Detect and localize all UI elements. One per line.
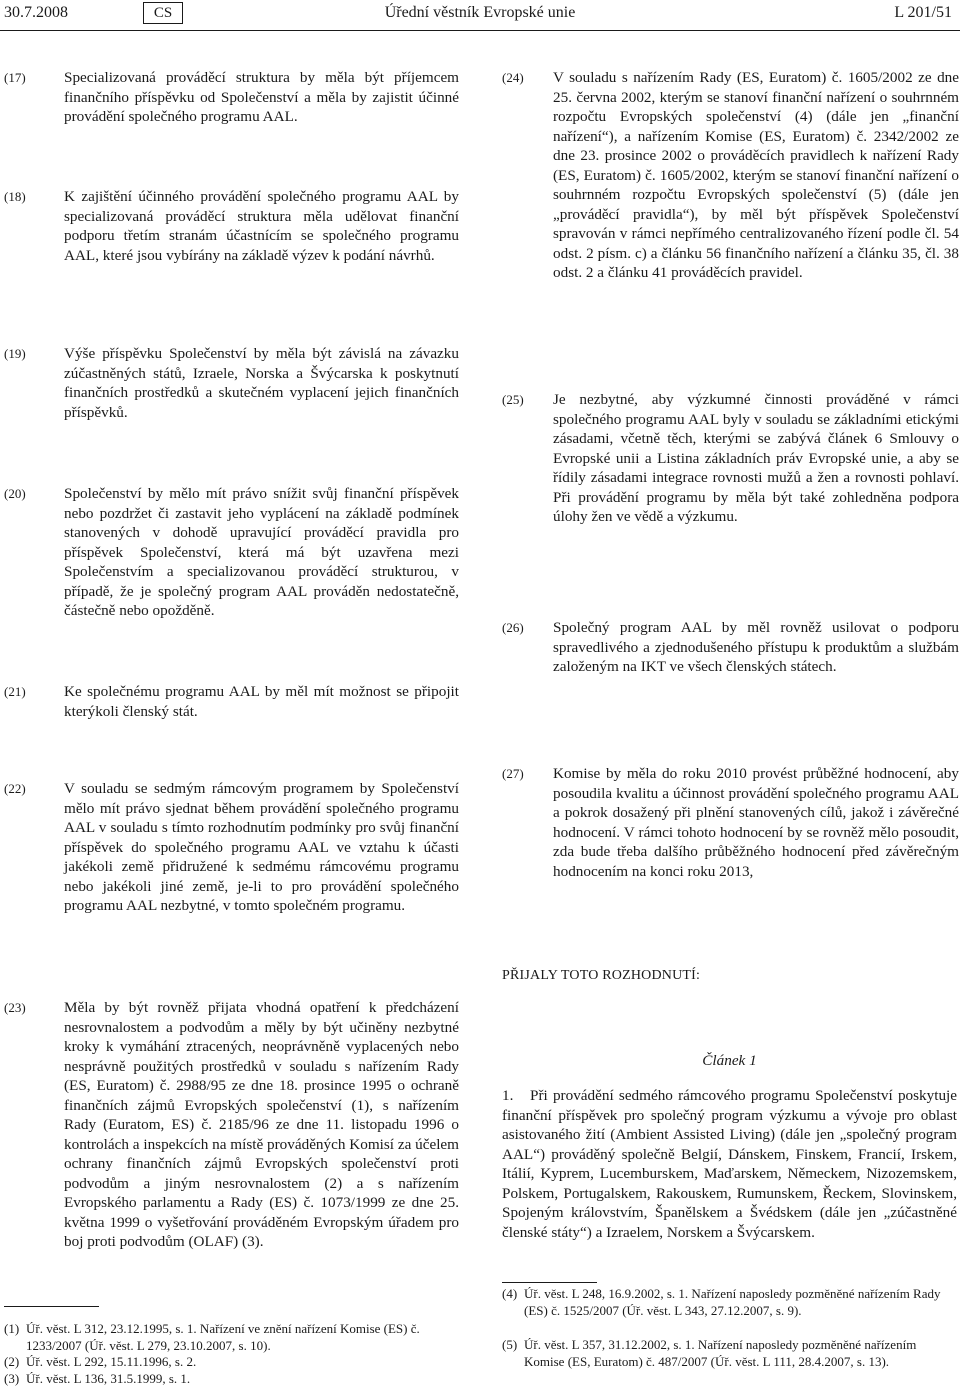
- recital-number: (22): [4, 781, 26, 796]
- recital-text: Komise by měla do roku 2010 provést průběžné hodnocení, aby posoudila kvalitu a účinnost provádění společného programu AAL a pokrok dosažený při plnění stanovených cílů, jakož i závěrečné hodnocení. V rámci tohoto hodnocení by se rovněž mělo posoudit, zda bude třeba dalšího průběžného hodnocení před závěrečným hodnocením na konci roku 2013,: [553, 765, 959, 880]
- recital-27: [502, 764, 959, 881]
- recital-text: V souladu s nařízením Rady (ES, Euratom) č. 1605/2002 ze dne 25. června 2002, kterým se stanoví finanční nařízení o souhrnném rozpočtu Evropských společenství (4) (dále jen „finanční nařízení“), a nařízením Komise (ES, Euratom) č. 2342/2002 ze dne 23. prosince 2002 o prováděcích pravidlech k nařízení Rady (ES, Euratom) č. 1605/2002, kterým se stanoví finanční nařízení o souhrnném rozpočtu Evropských společenství (5) (dále jen „prováděcí pravidla“), by měl být příspěvek Společenství spravován v rámci nepřímého centralizovaného řízení podle čl. 54 odst. 2 písm. c) a článku 56 finančního nařízení a článku 35, čl. 38 odst. 2 a článku 41 prováděcích pravidel.: [553, 69, 959, 281]
- recital-text: Společný program AAL by měl rovněž usilovat o podporu spravedlivého a zjednodušeného přístupu k produktům a službám založeným na IKT ve všech členských státech.: [553, 619, 959, 675]
- recital-number: (18): [4, 189, 26, 204]
- footnote-text: Úř. věst. L 136, 31.5.1999, s. 1.: [26, 1371, 191, 1386]
- footnote-4: [502, 1286, 957, 1319]
- recital-number: (26): [502, 620, 524, 635]
- journal-title: Úřední věstník Evropské unie: [384, 4, 576, 21]
- recital-text: Ke společnému programu AAL by měl mít možnost se připojit kterýkoli členský stát.: [64, 683, 459, 720]
- footnote-rule: [4, 1306, 99, 1307]
- footnote-text: Úř. věst. L 357, 31.12.2002, s. 1. Nařízení naposledy pozměněné nařízením Komise (ES, Euratom) č. 487/2007 (Úř. věst. L 111, 28.4.2007, s. 13).: [524, 1337, 917, 1369]
- adoption-formula: PŘIJALY TOTO ROZHODNUTÍ:: [502, 968, 701, 983]
- recital-text: Společenství by mělo mít právo snížit svůj finanční příspěvek nebo pozdržet či zastavit jeho vyplácení na základě podmínek stanovených v dohodě upravující prováděcí pravidla pro příspěvek Společenství, která má být uzavřena mezi Společenstvím a specializovanou prováděcí strukturou, v případě, že je společný program AAL prováděn nedostatečně, částečně nebo opožděně.: [64, 485, 459, 619]
- publication-date: 30.7.2008: [4, 4, 68, 21]
- paragraph-text: Při provádění sedmého rámcového programu Společenství poskytuje finanční příspěvek pro společný program výzkumu a vývoje pro oblast asistovaného žití (Ambient Assisted Living) (dále jen „společný program AAL“) prováděný společně Belgií, Dánskem, Finskem, Francií, Irskem, Itálií, Kyprem, Lucemburskem, Maďarskem, Německem, Nizozemskem, Polskem, Portugalskem, Rakouskem, Rumunskem, Řeckem, Slovinskem, Spojeným královstvím, Španělskem a Švédskem (dále jen „zúčastněné členské státy“) a Izraelem, Norskem a Švýcarskem.: [502, 1087, 957, 1241]
- recital-17: [4, 68, 459, 127]
- recital-24: [502, 68, 959, 283]
- language-badge: CS: [143, 2, 183, 24]
- article-paragraph: [502, 1086, 957, 1242]
- article-title: Článek 1: [702, 1052, 757, 1069]
- recital-25: [502, 390, 959, 527]
- recital-18: [4, 187, 459, 265]
- footnote-text: Úř. věst. L 312, 23.12.1995, s. 1. Nařízení ve znění nařízení Komise (ES) č. 1233/2007 (Úř. věst. L 279, 23.10.2007, s. 10).: [26, 1321, 420, 1353]
- recital-23: [4, 998, 459, 1252]
- footnote-number: (1): [4, 1321, 20, 1336]
- recital-number: (23): [4, 1000, 26, 1015]
- footnote-number: (4): [502, 1286, 518, 1301]
- footnote-1: [4, 1321, 456, 1354]
- recital-text: Je nezbytné, aby výzkumné činnosti prováděné v rámci společného programu AAL byly v souladu se základními etickými zásadami, včetně těch, kterými se zabývá článek 6 Smlouvy o Evropské unii a Listina základních práv Evropské unie, a aby se řídily zásadami integrace rovnosti mužů a žen a rovnosti pohlaví. Při provádění programu by měla být také zohledněna podpora úlohy žen ve vědě a výzkumu.: [553, 391, 959, 525]
- recital-text: V souladu se sedmým rámcovým programem by Společenství mělo mít právo sjednat během provádění společného programu AAL v souladu s tímto rozhodnutím podmínky pro svůj finanční příspěvek do společného programu AAL ve vztahu k účasti jakékoli země přidružené k sedmému rámcovému programu nebo jakékoli jiné země, je-li to pro provádění společného programu AAL nezbytné, v tomto společném programu.: [64, 780, 459, 914]
- footnote-text: Úř. věst. L 248, 16.9.2002, s. 1. Nařízení naposledy pozměněné nařízením Rady (ES) č. 1525/2007 (Úř. věst. L 343, 27.12.2007, s. 9).: [524, 1286, 941, 1318]
- recital-text: K zajištění účinného provádění společného programu AAL by specializovaná prováděcí struktura měla udělovat finanční podporu třetím stranám účastnícím se společného programu AAL, které jsou vybírány na základě výzev k podání návrhů.: [64, 188, 459, 264]
- page-number: L 201/51: [894, 4, 952, 21]
- recital-number: (20): [4, 486, 26, 501]
- footnote-3: [4, 1371, 456, 1388]
- recital-text: Výše příspěvku Společenství by měla být závislá na závazku zúčastněných států, Izraele, Norska a Švýcarska k poskytnutí finančních prostředků a skutečném vyplacení jejich finančních příspěvků.: [64, 345, 459, 421]
- footnote-number: (2): [4, 1354, 20, 1369]
- recital-text: Specializovaná prováděcí struktura by měla být příjemcem finančního příspěvku od Společenství a měla by zajistit účinné provádění společného programu AAL.: [64, 69, 459, 125]
- recital-text: Měla by být rovněž přijata vhodná opatření k předcházení nesrovnalostem a podvodům a měly by být učiněny nezbytné kroky k vymáhání ztracených, neoprávněně vyplacených nebo nesprávně použitých prostředků v souladu s nařízením Rady (ES, Euratom) č. 2988/95 ze dne 18. prosince 1995 o ochraně finančních zájmů Evropských společenství (1), s nařízením Rady (Euratom, ES) č. 2185/96 ze dne 11. listopadu 1996 o kontrolách a inspekcích na místě prováděných Komisí za účelem ochrany finančních zájmů Evropských společenství proti podvodům a jiným nesrovnalostem (2) a s nařízením Evropského parlamentu a Rady (ES) č. 1073/1999 ze dne 25. května 1999 o vyšetřování prováděném Evropským úřadem pro boj proti podvodům (OLAF) (3).: [64, 999, 459, 1250]
- recital-number: (19): [4, 346, 26, 361]
- recital-26: [502, 618, 959, 677]
- recital-number: (27): [502, 766, 524, 781]
- footnote-text: Úř. věst. L 292, 15.11.1996, s. 2.: [26, 1354, 197, 1369]
- page-header: [0, 0, 960, 31]
- recital-number: (21): [4, 684, 26, 699]
- footnote-5: [502, 1337, 957, 1370]
- recital-20: [4, 484, 459, 621]
- recital-number: (24): [502, 70, 524, 85]
- footnote-rule: [502, 1282, 597, 1283]
- recital-19: [4, 344, 459, 422]
- recital-21: [4, 682, 459, 721]
- recital-number: (17): [4, 70, 26, 85]
- footnote-2: [4, 1354, 456, 1371]
- paragraph-number: 1.: [502, 1087, 514, 1104]
- footnote-number: (5): [502, 1337, 518, 1352]
- recital-number: (25): [502, 392, 524, 407]
- footnote-number: (3): [4, 1371, 20, 1386]
- recital-22: [4, 779, 459, 916]
